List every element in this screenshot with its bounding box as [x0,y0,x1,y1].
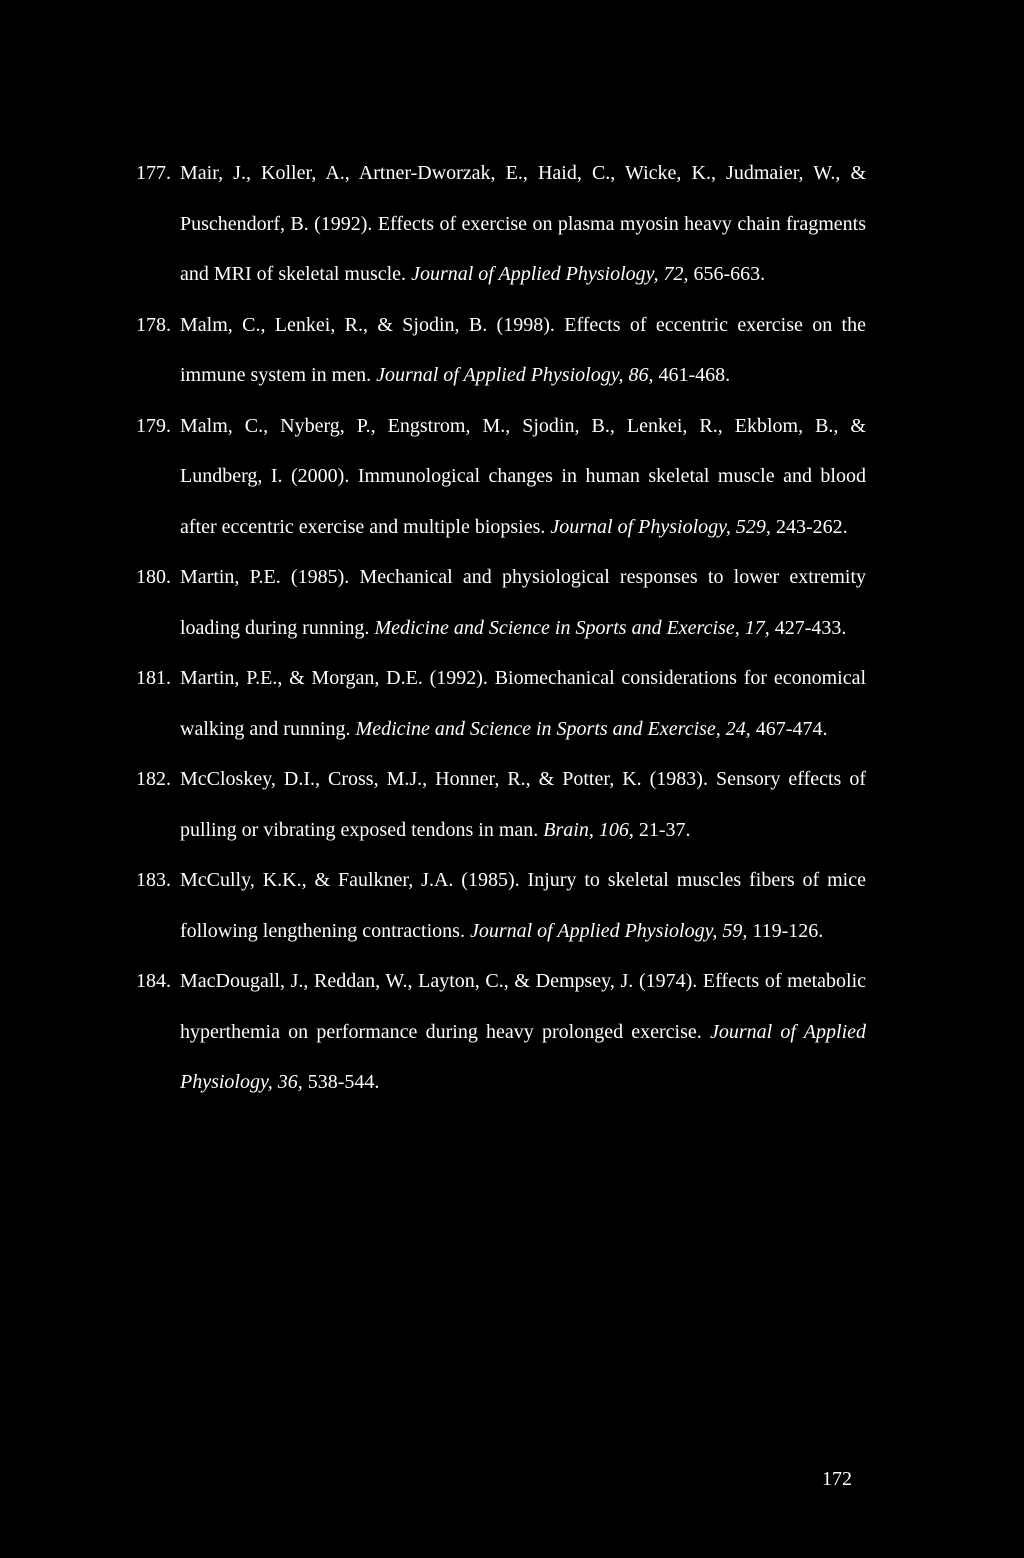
reference-journal: Journal of Applied Physiology, 36, [180,1020,867,1093]
reference-citation: Malm, C., Nyberg, P., Engstrom, M., Sjodin, B., Lenkei, R., Ekblom, B., & Lundberg, I. (2000). Immunological changes in human skeletal muscle and blood after eccentric exercise and multiple biopsies. [180,414,866,538]
reference-citation: Malm, C., Lenkei, R., & Sjodin, B. (1998). Effects of eccentric exercise on the immune system in men. [180,313,866,386]
reference-number: 183. [136,869,171,891]
reference-journal: Journal of Applied Physiology, 72, [411,263,689,285]
reference-citation: MacDougall, J., Reddan, W., Layton, C., & Dempsey, J. (1974). Effects of metabolic hyperthemia on performance during heavy prolonged exercise. [180,970,866,1043]
page-number: 172 [822,1468,852,1490]
reference-journal: Brain, 106, [543,818,634,841]
reference-text [180,754,866,855]
reference-item [136,300,866,401]
reference-number: 181. [136,667,171,689]
reference-item [136,754,866,855]
reference-pages: 467-474. [755,717,828,740]
reference-text [180,653,866,754]
reference-number: 182. [136,768,171,790]
reference-item [136,956,866,1108]
reference-number: 179. [136,414,171,437]
reference-number: 184. [136,970,171,992]
reference-pages: 119-126. [752,919,824,942]
reference-text [180,300,866,401]
reference-text [180,552,866,653]
reference-journal: Medicine and Science in Sports and Exercise, 17, [374,616,770,639]
reference-pages: 21-37. [638,818,691,841]
reference-item [136,148,866,300]
reference-pages: 461-468. [658,364,731,386]
reference-journal: Journal of Physiology, 529, [550,515,771,538]
reference-item [136,552,866,653]
reference-item [136,653,866,754]
reference-pages: 538-544. [307,1071,380,1093]
reference-item [136,401,866,553]
reference-citation: McCully, K.K., & Faulkner, J.A. (1985). Injury to skeletal muscles fibers of mice following lengthening contractions. [180,869,866,942]
reference-citation: Martin, P.E., & Morgan, D.E. (1992). Biomechanical considerations for economical walking and running. [180,667,866,740]
reference-citation: Mair, J., Koller, A., Artner-Dworzak, E., Haid, C., Wicke, K., Judmaier, W., & Puschendorf, B. (1992). Effects of exercise on plasma myosin heavy chain fragments and MRI of skeletal muscle. [180,162,866,285]
reference-journal: Journal of Applied Physiology, 86, [376,364,654,386]
reference-item [136,855,866,956]
reference-number: 178. [136,313,171,336]
reference-text [180,956,866,1108]
reference-number: 177. [136,162,171,184]
reference-citation: McCloskey, D.I., Cross, M.J., Honner, R., & Potter, K. (1983). Sensory effects of pulling or vibrating exposed tendons in man. [180,768,866,841]
reference-journal: Journal of Applied Physiology, 59, [469,919,748,942]
reference-text [180,855,866,956]
reference-pages: 656-663. [693,263,766,285]
reference-pages: 427-433. [774,616,847,639]
reference-pages: 243-262. [775,515,848,538]
reference-journal: Medicine and Science in Sports and Exercise, 24, [355,717,751,740]
reference-number: 180. [136,566,171,588]
reference-citation: Martin, P.E. (1985). Mechanical and physiological responses to lower extremity loading during running. [180,566,866,639]
reference-text [180,401,866,553]
reference-list [136,148,866,1108]
reference-text [180,148,866,300]
